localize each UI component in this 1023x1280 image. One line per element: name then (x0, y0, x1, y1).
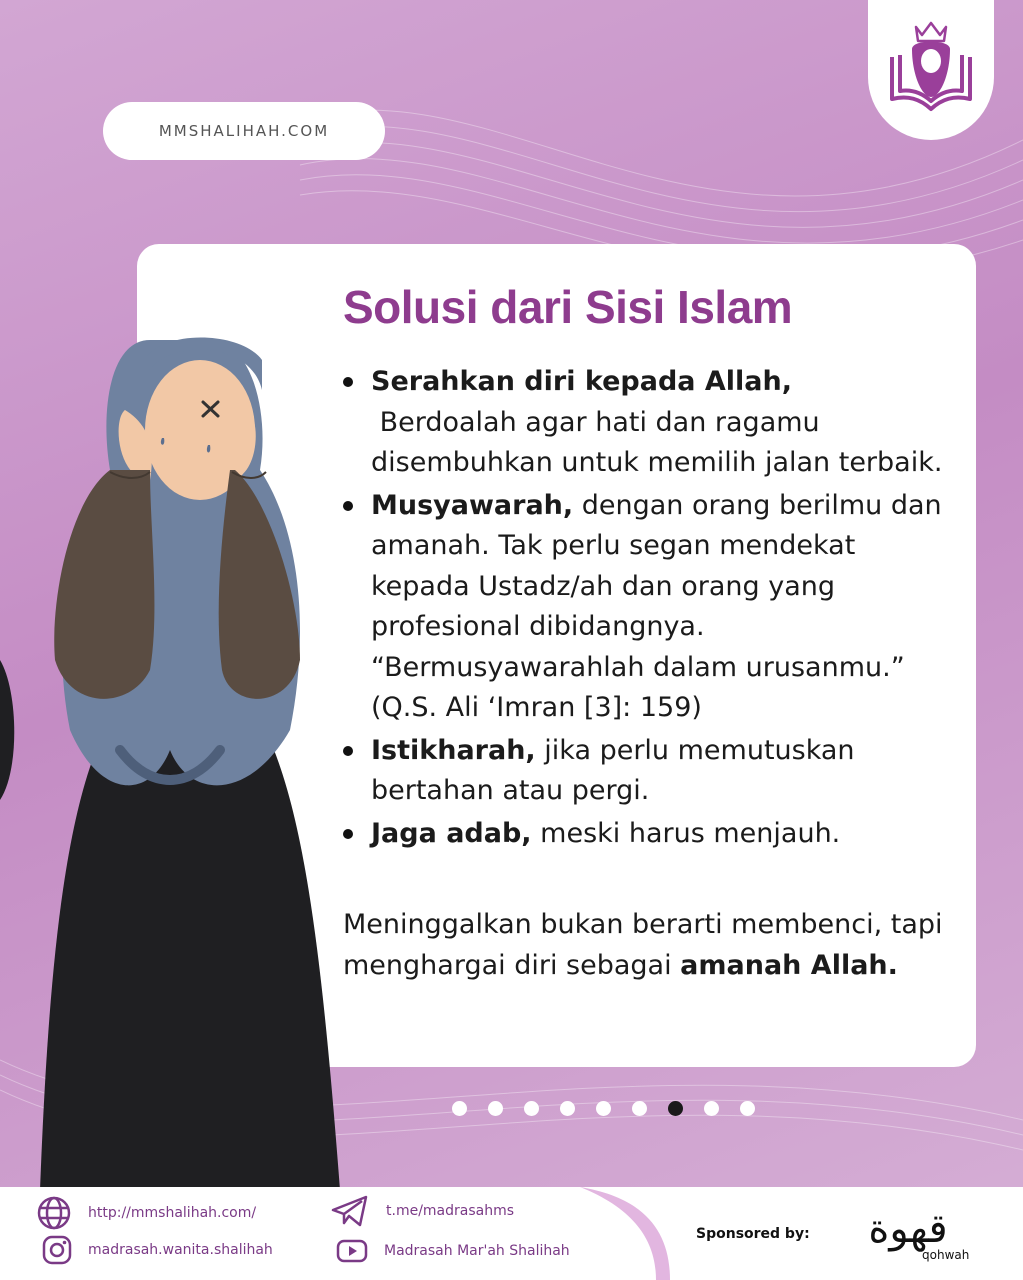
crowned-book-logo-icon (878, 15, 984, 115)
sponsor-arabic-wordmark: قهوة (868, 1206, 948, 1252)
site-label[interactable]: MMSHALIHAH.COM (103, 102, 385, 160)
instagram-link[interactable] (42, 1235, 273, 1265)
sponsored-label: Sponsored by: (696, 1226, 810, 1242)
item-heading: Jaga adab, (371, 817, 532, 849)
closing-emphasis: amanah Allah. (680, 950, 898, 981)
carousel-pagination (452, 1101, 755, 1116)
pagination-dot[interactable] (632, 1101, 647, 1116)
closing-text: Meninggalkan bukan berarti membenci, tapi menghargai diri sebagai (343, 909, 943, 981)
youtube-icon (336, 1239, 368, 1263)
website-link[interactable] (36, 1196, 256, 1230)
item-text: jika perlu memutuskan bertahan atau pergi. (371, 734, 855, 806)
crying-woman-illustration (0, 330, 340, 1190)
pagination-dot[interactable] (596, 1101, 611, 1116)
pagination-dot[interactable] (452, 1101, 467, 1116)
pagination-dot[interactable] (488, 1101, 503, 1116)
closing-statement (343, 904, 963, 986)
instagram-text: madrasah.wanita.shalihah (88, 1242, 273, 1258)
telegram-link[interactable] (330, 1194, 514, 1228)
list-item (343, 362, 943, 484)
pagination-dot[interactable] (668, 1101, 683, 1116)
telegram-text: t.me/madrasahms (386, 1203, 515, 1219)
page-title: Solusi dari Sisi Islam (343, 281, 793, 333)
item-heading: Musyawarah, (371, 489, 574, 521)
item-text: Berdoalah agar hati dan ragamu disembuhkan untuk memilih jalan terbaik. (371, 406, 943, 478)
pagination-dot[interactable] (704, 1101, 719, 1116)
list-item (343, 731, 943, 812)
item-heading: Istikharah, (371, 734, 536, 766)
brand-logo-badge (868, 0, 994, 140)
item-text: dengan orang berilmu dan amanah. Tak perlu segan mendekat kepada Ustadz/ah dan orang yang profesional dibidangnya. “Bermusyawarahlah dalam urusanmu.” (Q.S. Ali ‘Imran [3]: 159) (371, 489, 942, 723)
pagination-dot[interactable] (740, 1101, 755, 1116)
list-item (343, 486, 943, 729)
item-text: meski harus menjauh. (531, 817, 841, 849)
sponsor-name: qohwah (922, 1248, 970, 1262)
telegram-icon (330, 1194, 370, 1228)
list-item (343, 814, 943, 855)
globe-icon (36, 1196, 72, 1230)
item-heading: Serahkan diri kepada Allah, (371, 366, 793, 397)
website-text: http://mmshalihah.com/ (88, 1205, 257, 1221)
pagination-dot[interactable] (560, 1101, 575, 1116)
instagram-icon (42, 1235, 72, 1265)
solution-list (343, 362, 943, 856)
footer-swoosh (560, 1187, 680, 1280)
youtube-link[interactable] (336, 1239, 570, 1263)
youtube-text: Madrasah Mar'ah Shalihah (384, 1243, 570, 1259)
pagination-dot[interactable] (524, 1101, 539, 1116)
